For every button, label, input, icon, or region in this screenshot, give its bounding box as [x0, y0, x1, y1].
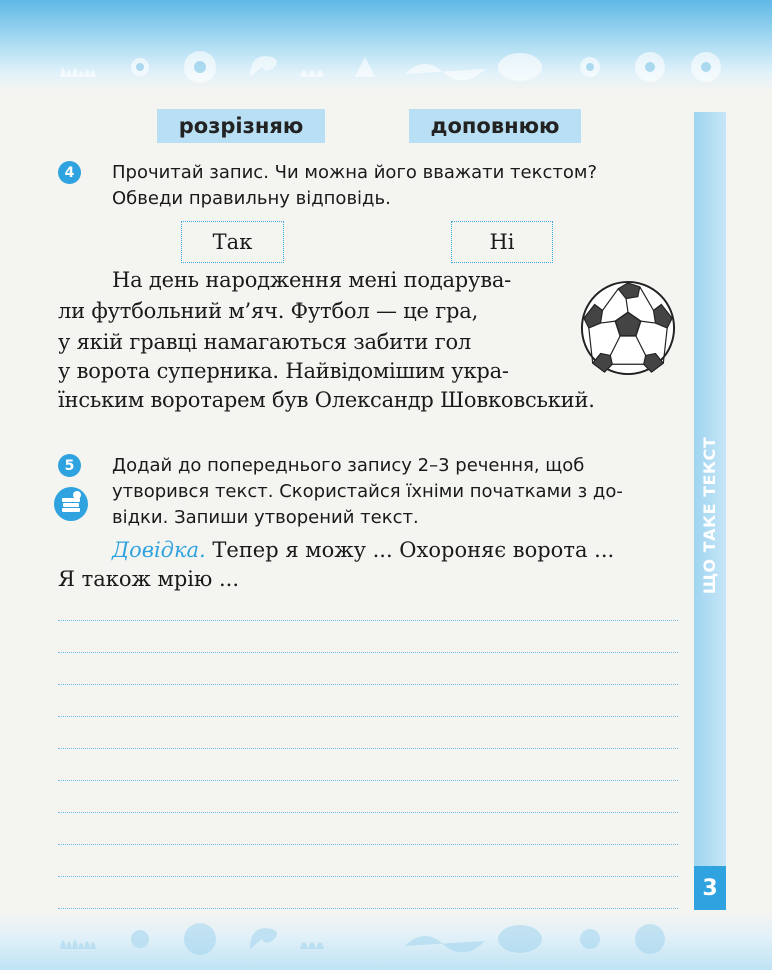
task-5-line: утворився текст. Скористайся їхніми початками з до- — [112, 481, 623, 502]
soccer-ball-icon — [579, 279, 677, 377]
task-number-badge: 4 — [58, 161, 81, 184]
writing-line[interactable] — [58, 684, 678, 685]
task-4-instruction — [112, 160, 680, 212]
side-section-title — [694, 420, 726, 610]
floral-border-icon — [0, 914, 772, 964]
task-number-badge: 5 — [58, 454, 81, 477]
side-title-text: ЩО ТАКЕ ТЕКСТ — [700, 436, 720, 594]
writing-line[interactable] — [58, 748, 678, 749]
writing-line[interactable] — [58, 908, 678, 909]
task-5-instruction — [112, 453, 680, 531]
writing-line[interactable] — [58, 716, 678, 717]
reference-line: Я також мрію ... — [58, 567, 240, 591]
passage-line: у якій гравці намагаються забити гол — [58, 330, 472, 354]
reference-text: Тепер я можу ... Охороняє ворота ... — [205, 538, 615, 562]
task-5-line: відки. Запиши утворений текст. — [112, 507, 419, 528]
writing-line[interactable] — [58, 812, 678, 813]
reference-line — [112, 535, 614, 565]
category-chip-complete: доповнюю — [409, 109, 581, 143]
task-4-line: Обведи правильну відповідь. — [112, 188, 391, 209]
task-5-line: Додай до попереднього запису 2–3 речення, щоб — [112, 455, 585, 476]
writing-line[interactable] — [58, 780, 678, 781]
answer-option-no[interactable]: Ні — [451, 221, 553, 263]
answer-option-yes[interactable]: Так — [181, 221, 284, 263]
floral-border-icon — [0, 42, 772, 92]
reference-label: Довідка. — [112, 538, 206, 562]
task-4-line: Прочитай запис. Чи можна його вважати текстом? — [112, 162, 597, 183]
passage-line: ли футбольний м’яч. Футбол — це гра, — [58, 299, 479, 323]
passage-line: у ворота суперника. Найвідомішим укра- — [58, 359, 509, 383]
writing-line[interactable] — [58, 652, 678, 653]
category-chip-distinguish: розрізняю — [157, 109, 325, 143]
writing-line[interactable] — [58, 876, 678, 877]
passage-line: На день народження мені подарува- — [112, 268, 512, 292]
writing-line[interactable] — [58, 844, 678, 845]
writing-line[interactable] — [58, 620, 678, 621]
passage-line: їнським воротарем був Олександр Шовковський. — [58, 388, 595, 412]
reference-book-icon — [53, 486, 89, 522]
page-number: 3 — [694, 866, 726, 910]
